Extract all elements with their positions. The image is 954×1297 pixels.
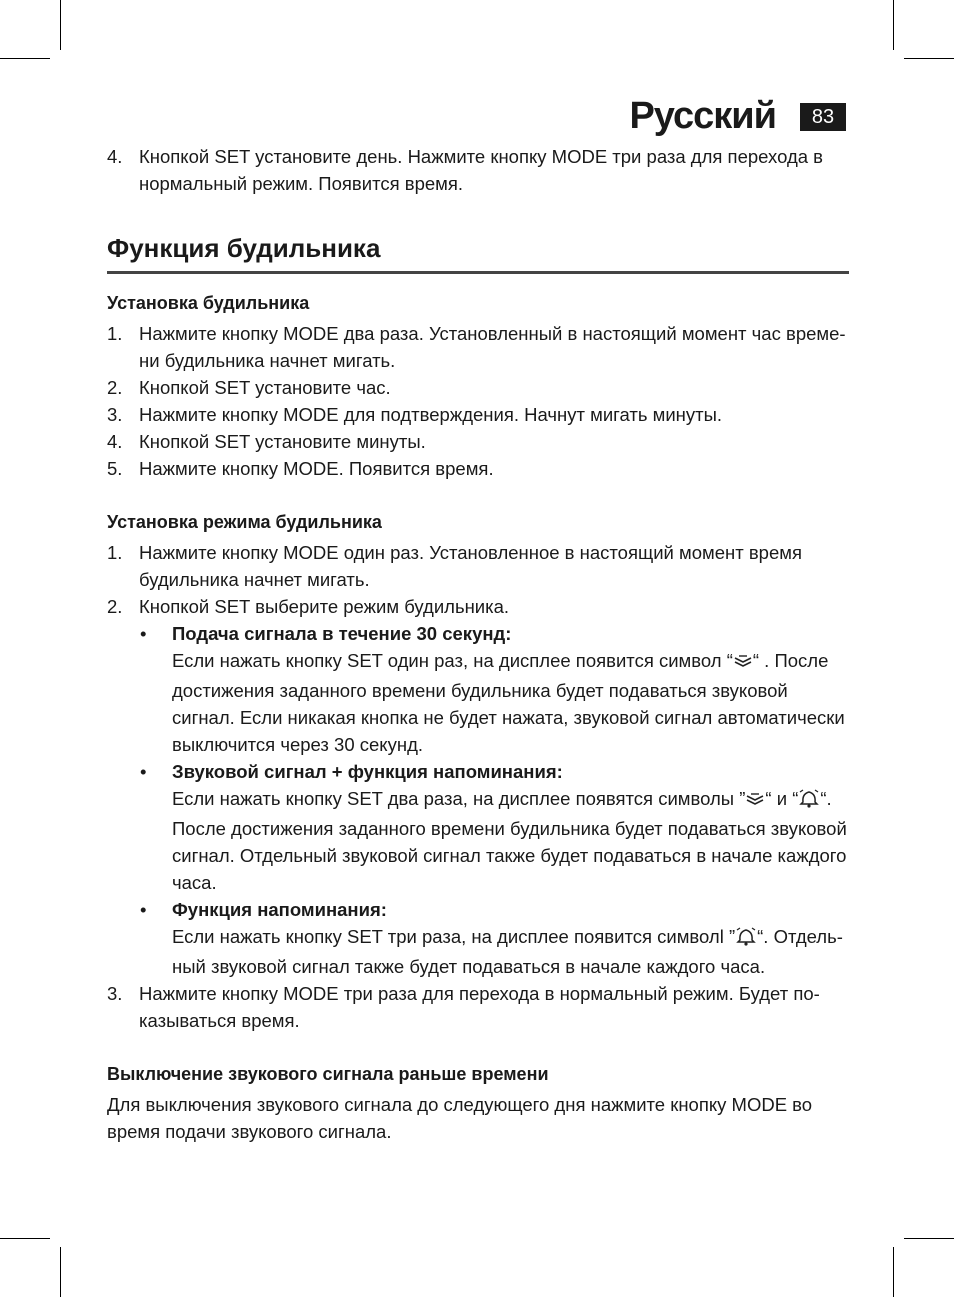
list-text: Кнопкой SET установите час. <box>139 377 391 398</box>
alarm-sound-icon <box>745 788 765 815</box>
page-content <box>107 143 849 1145</box>
page-language-title: Русский <box>629 95 776 137</box>
bullet-text: Если нажать кнопку SET два раза, на дисплее появятся символы ” “ и “ “. После достижения заданного времени будильника будет подаваться звуковой сигнал. Отдельный звуковой сигнал также будет подаваться в начале каждого часа. <box>172 788 847 893</box>
list-number: 1. <box>107 542 123 563</box>
bell-icon <box>798 788 820 815</box>
crop-mark <box>893 0 894 50</box>
bullet-item <box>107 896 849 980</box>
subsection-title: Установка будильника <box>107 293 310 313</box>
list-item <box>107 428 849 455</box>
list-text: Нажмите кнопку MODE три раза для перехода в нормальный режим. Будет по-казываться время. <box>139 983 820 1031</box>
alarm-sound-icon <box>733 650 753 677</box>
bullet-dot: • <box>140 623 147 644</box>
bullet-dot: • <box>140 899 147 920</box>
subsection-title: Выключение звукового сигнала раньше времени <box>107 1064 549 1084</box>
list-number: 4. <box>107 146 123 167</box>
list-number: 1. <box>107 323 123 344</box>
bell-icon <box>735 926 757 953</box>
list-text: Нажмите кнопку MODE. Появится время. <box>139 458 494 479</box>
list-number: 3. <box>107 983 123 1004</box>
bullet-dot: • <box>140 761 147 782</box>
list-text: Кнопкой SET установите минуты. <box>139 431 426 452</box>
bullet-text: Если нажать кнопку SET один раз, на дисплее появится символ “ “ . После достижения заданного времени будильника будет подаваться звуковой сигнал. Если никакая кнопка не будет нажата, звуковой сигнал автоматически выключится через 30 секунд. <box>172 650 845 755</box>
bullet-item <box>107 758 849 896</box>
list-text: Нажмите кнопку MODE один раз. Установленное в настоящий момент время будильника начнет мигать. <box>139 542 802 590</box>
list-number: 2. <box>107 596 123 617</box>
section-title: Функция будильника <box>107 231 849 274</box>
list-item <box>107 143 849 197</box>
page-number: 83 <box>800 103 846 131</box>
bullet-title: Подача сигнала в течение 30 секунд: <box>172 623 512 644</box>
subsection-title: Установка режима будильника <box>107 512 382 532</box>
bullet-title: Звуковой сигнал + функция напоминания: <box>172 761 563 782</box>
bullet-text: Если нажать кнопку SET три раза, на дисплее появится символl ” “. Отдель-ный звуковой сигнал также будет подаваться в начале каждого часа. <box>172 926 843 977</box>
list-number: 4. <box>107 431 123 452</box>
crop-mark <box>904 1238 954 1239</box>
list-text: Нажмите кнопку MODE для подтверждения. Начнут мигать минуты. <box>139 404 723 425</box>
list-number: 2. <box>107 377 123 398</box>
setting-alarm-steps <box>107 320 849 482</box>
list-item <box>107 455 849 482</box>
crop-mark <box>893 1247 894 1297</box>
list-number: 5. <box>107 458 123 479</box>
list-item <box>107 980 849 1034</box>
crop-mark <box>60 0 61 50</box>
list-text: Нажмите кнопку MODE два раза. Установленный в настоящий момент час време-ни будильника начнет мигать. <box>139 323 846 371</box>
bullet-item <box>107 620 849 758</box>
list-item <box>107 320 849 374</box>
crop-mark <box>904 58 954 59</box>
list-item <box>107 539 849 593</box>
paragraph: Для выключения звукового сигнала до следующего дня нажмите кнопку MODE во время подачи звукового сигнала. <box>107 1094 813 1142</box>
crop-mark <box>0 58 50 59</box>
list-text: Кнопкой SET выберите режим будильника. <box>139 596 510 617</box>
list-item <box>107 401 849 428</box>
list-item <box>107 374 849 401</box>
crop-mark <box>60 1247 61 1297</box>
list-item <box>107 593 849 620</box>
crop-mark <box>0 1238 50 1239</box>
list-number: 3. <box>107 404 123 425</box>
bullet-title: Функция напоминания: <box>172 899 387 920</box>
list-text: Кнопкой SET установите день. Нажмите кнопку MODE три раза для перехода в нормальный режим. Появится время. <box>139 146 824 194</box>
